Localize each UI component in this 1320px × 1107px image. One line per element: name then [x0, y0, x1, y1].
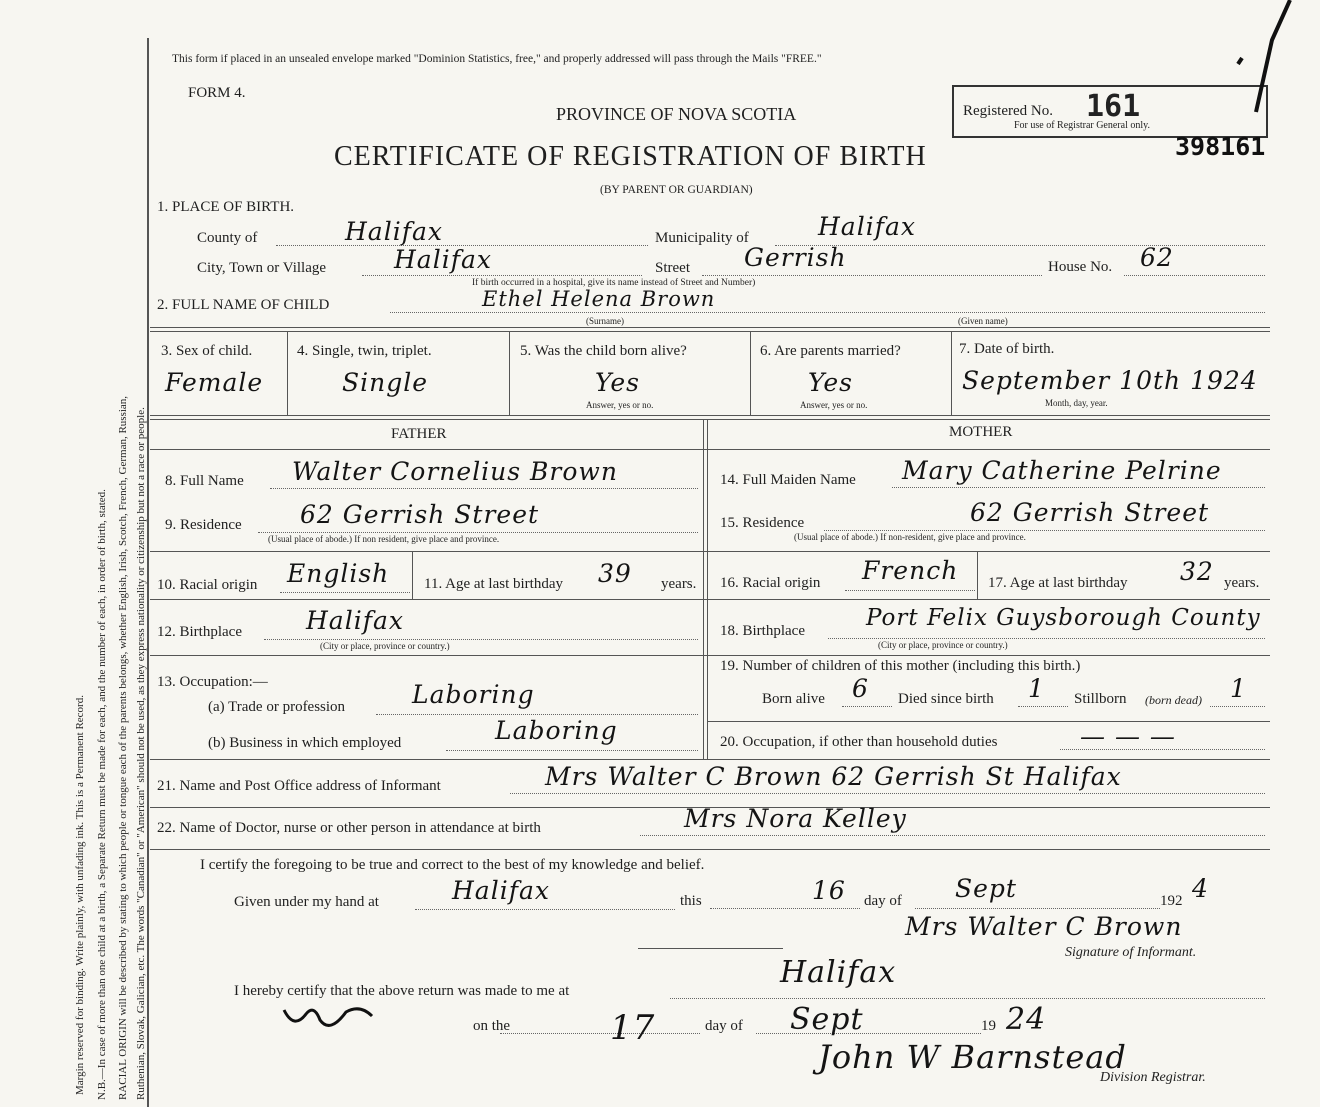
- mother-residence-value: 62 Gerrish Street: [970, 498, 1210, 527]
- rule: [150, 327, 1270, 328]
- signature-label: Signature of Informant.: [1065, 945, 1197, 960]
- rule: [150, 331, 1270, 332]
- mother-abode-note: (Usual place of abode.) If non-resident, give place and province.: [794, 532, 1026, 542]
- page-subtitle: (BY PARENT OR GUARDIAN): [600, 184, 753, 196]
- rule: [707, 721, 1270, 722]
- trade-label: (a) Trade or profession: [208, 699, 346, 715]
- mother-racial-value: French: [862, 556, 959, 585]
- occupation-label: 13. Occupation:—: [157, 674, 268, 690]
- rule: [509, 331, 510, 415]
- father-age-value: 39: [598, 559, 632, 588]
- margin-note-1: Margin reserved for binding. Write plainly, with unfading ink. This is a Permanent Record.: [74, 695, 86, 1095]
- born-alive-count-label: Born alive: [762, 691, 825, 707]
- sex-label: 3. Sex of child.: [161, 343, 253, 359]
- rule: [150, 599, 1270, 600]
- given-place: Halifax: [452, 876, 550, 905]
- registered-label: Registered No.: [963, 103, 1053, 119]
- margin-note-2: N.B.—In case of more than one child at a birth, a Separate Return must be made for each, and the number of each, in order of birth, stated.: [96, 489, 108, 1100]
- trade-value: Laboring: [412, 680, 535, 709]
- plurality-value: Single: [342, 368, 429, 397]
- house-value: 62: [1140, 243, 1174, 272]
- rule: [150, 415, 1270, 416]
- mother-age-value: 32: [1180, 557, 1214, 586]
- father-racial-label: 10. Racial origin: [157, 577, 258, 593]
- doctor-value: Mrs Nora Kelley: [684, 804, 907, 833]
- registrar-place-line: [670, 998, 1265, 999]
- father-birthplace-line: [264, 639, 698, 640]
- mother-name-line: [892, 487, 1265, 488]
- form-number: FORM 4.: [188, 85, 246, 101]
- father-name-line: [270, 488, 698, 489]
- father-residence-label: 9. Residence: [165, 517, 242, 533]
- rule: [750, 331, 751, 415]
- mail-notice: This form if placed in an unsealed envelope marked "Dominion Statistics, free," and properly addressed will pass through the Mails "FREE.": [172, 53, 822, 65]
- stillborn-note: (born dead): [1145, 693, 1202, 707]
- born-alive-label: 5. Was the child born alive?: [520, 343, 687, 359]
- rule: [638, 948, 783, 949]
- rule: [150, 655, 1270, 656]
- city-value: Halifax: [394, 245, 492, 274]
- margin-rule: [147, 38, 149, 1107]
- registrar-year: 24: [1006, 1002, 1047, 1037]
- registered-number: 161: [1086, 89, 1141, 124]
- municipality-line: [775, 245, 1265, 246]
- reg-day-of-label: day of: [705, 1018, 743, 1034]
- registrar-day: 17: [610, 1008, 656, 1048]
- father-years: years.: [661, 576, 697, 592]
- child-name-label: 2. FULL NAME OF CHILD: [157, 297, 330, 313]
- business-label: (b) Business in which employed: [208, 735, 402, 751]
- father-name-value: Walter Cornelius Brown: [292, 457, 618, 486]
- registrar-statement: I hereby certify that the above return was made to me at: [234, 983, 570, 999]
- father-racial-line: [280, 592, 410, 593]
- died-label: Died since birth: [898, 691, 994, 707]
- day-line: [710, 908, 860, 909]
- registrar-signature: John W Barnstead: [818, 1038, 1127, 1076]
- father-residence-line: [258, 532, 698, 533]
- dob-value: September 10th 1924: [962, 366, 1258, 395]
- mother-birthplace-line: [828, 638, 1265, 639]
- dob-note: Month, day, year.: [1045, 398, 1108, 408]
- registrar-flourish: [280, 1000, 400, 1040]
- mother-city-note: (City or place, province or country.): [878, 640, 1008, 650]
- page-title: CERTIFICATE OF REGISTRATION OF BIRTH: [334, 141, 927, 172]
- place-of-birth-label: 1. PLACE OF BIRTH.: [157, 199, 295, 215]
- given-place-line: [415, 909, 675, 910]
- city-line: [362, 275, 642, 276]
- stamped-number: 398161: [1175, 132, 1266, 161]
- father-abode-note: (Usual place of abode.) If non resident, give place and province.: [268, 534, 500, 544]
- street-value: Gerrish: [744, 243, 847, 272]
- margin-note-3: RACIAL ORIGIN will be described by stating to which people or tongue each of the parents belongs, whether English, Irish, Scotch, French, German, Russian,: [117, 395, 129, 1100]
- born-alive-count: 6: [852, 674, 869, 703]
- rule: [703, 419, 704, 759]
- municipality-label: Municipality of: [655, 230, 749, 246]
- plurality-label: 4. Single, twin, triplet.: [297, 343, 432, 359]
- registrar-place: Halifax: [780, 955, 897, 990]
- father-heading: FATHER: [391, 426, 447, 442]
- mother-residence-label: 15. Residence: [720, 515, 805, 531]
- mother-name-value: Mary Catherine Pelrine: [902, 456, 1222, 485]
- informant-signature: Mrs Walter C Brown: [905, 912, 1183, 941]
- given-day: 16: [812, 876, 846, 905]
- born-alive-value: Yes: [595, 368, 640, 397]
- mother-occupation-value: — — —: [1080, 722, 1176, 751]
- house-line: [1124, 275, 1265, 276]
- mother-name-label: 14. Full Maiden Name: [720, 472, 856, 488]
- year-prefix: 192: [1160, 893, 1183, 909]
- doctor-label: 22. Name of Doctor, nurse or other person in attendance at birth: [157, 820, 541, 836]
- mother-racial-label: 16. Racial origin: [720, 575, 821, 591]
- father-age-label: 11. Age at last birthday: [424, 576, 563, 592]
- rule: [951, 331, 952, 415]
- rule: [707, 419, 708, 759]
- rule: [150, 849, 1270, 850]
- registrar-label: Division Registrar.: [1100, 1070, 1206, 1085]
- rule: [977, 551, 978, 599]
- given-name-label: (Given name): [958, 316, 1008, 326]
- on-the-label: on the: [473, 1018, 511, 1034]
- married-label: 6. Are parents married?: [760, 343, 901, 359]
- stillborn-count: 1: [1230, 674, 1247, 703]
- reg-year-prefix: 19: [981, 1018, 996, 1034]
- county-value: Halifax: [345, 217, 443, 246]
- month-line: [915, 908, 1160, 909]
- trade-line: [376, 714, 698, 715]
- registrar-general-note: For use of Registrar General only.: [1014, 120, 1150, 131]
- sex-value: Female: [165, 368, 264, 397]
- house-label: House No.: [1048, 259, 1113, 275]
- child-name-value: Ethel Helena Brown: [482, 287, 716, 311]
- answer-note: Answer, yes or no.: [800, 400, 868, 410]
- children-count-label: 19. Number of children of this mother (including this birth.): [720, 658, 1081, 674]
- registrar-month: Sept: [790, 1002, 864, 1037]
- father-birthplace-value: Halifax: [306, 606, 404, 635]
- margin-note-4: Ruthenian, Slovak, Galician, etc. The words "Canadian" or "American" should not be used, as they express nationality or citizenship but not a race or people.: [135, 407, 147, 1100]
- mother-birthplace-value: Port Felix Guysborough County: [866, 605, 1261, 631]
- informant-label: 21. Name and Post Office address of Informant: [157, 778, 441, 794]
- rule: [150, 419, 1270, 420]
- mother-years: years.: [1224, 575, 1260, 591]
- certify-statement: I certify the foregoing to be true and correct to the best of my knowledge and belief.: [200, 857, 705, 873]
- mother-heading: MOTHER: [949, 424, 1013, 440]
- died-line: [1018, 706, 1068, 707]
- born-alive-line: [842, 706, 892, 707]
- rule: [150, 759, 1270, 760]
- mother-residence-line: [824, 530, 1265, 531]
- check-mark: [1220, 0, 1320, 140]
- father-residence-value: 62 Gerrish Street: [300, 500, 540, 529]
- rule: [150, 551, 1270, 552]
- rule: [287, 331, 288, 415]
- street-label: Street: [655, 260, 690, 276]
- business-value: Laboring: [495, 716, 618, 745]
- given-label: Given under my hand at: [234, 894, 379, 910]
- father-city-note: (City or place, province or country.): [320, 641, 450, 651]
- rule: [412, 551, 413, 599]
- mother-racial-line: [845, 590, 975, 591]
- mother-birthplace-label: 18. Birthplace: [720, 623, 805, 639]
- municipality-value: Halifax: [818, 212, 916, 241]
- informant-value: Mrs Walter C Brown 62 Gerrish St Halifax: [545, 762, 1122, 791]
- informant-line: [510, 793, 1265, 794]
- province-title: PROVINCE OF NOVA SCOTIA: [556, 104, 797, 124]
- rule: [150, 449, 1270, 450]
- married-value: Yes: [808, 368, 853, 397]
- stillborn-line: [1210, 706, 1265, 707]
- hospital-note: If birth occurred in a hospital, give its name instead of Street and Number): [472, 278, 756, 288]
- father-birthplace-label: 12. Birthplace: [157, 624, 242, 640]
- given-year: 4: [1192, 874, 1209, 903]
- business-line: [446, 750, 698, 751]
- surname-label: (Surname): [586, 316, 624, 326]
- stillborn-label: Stillborn: [1074, 691, 1127, 707]
- father-name-label: 8. Full Name: [165, 473, 244, 489]
- mother-occupation-label: 20. Occupation, if other than household duties: [720, 734, 998, 750]
- answer-note: Answer, yes or no.: [586, 400, 654, 410]
- doctor-line: [640, 835, 1265, 836]
- day-of-label: day of: [864, 893, 902, 909]
- this-label: this: [680, 893, 702, 909]
- child-name-line: [390, 312, 1265, 313]
- given-month: Sept: [955, 874, 1017, 903]
- street-line: [702, 275, 1042, 276]
- mother-age-label: 17. Age at last birthday: [988, 575, 1128, 591]
- city-label: City, Town or Village: [197, 260, 327, 276]
- reg-day-line: [500, 1033, 700, 1034]
- dob-label: 7. Date of birth.: [959, 341, 1055, 357]
- county-label: County of: [197, 230, 258, 246]
- died-count: 1: [1028, 674, 1045, 703]
- father-racial-value: English: [287, 559, 390, 588]
